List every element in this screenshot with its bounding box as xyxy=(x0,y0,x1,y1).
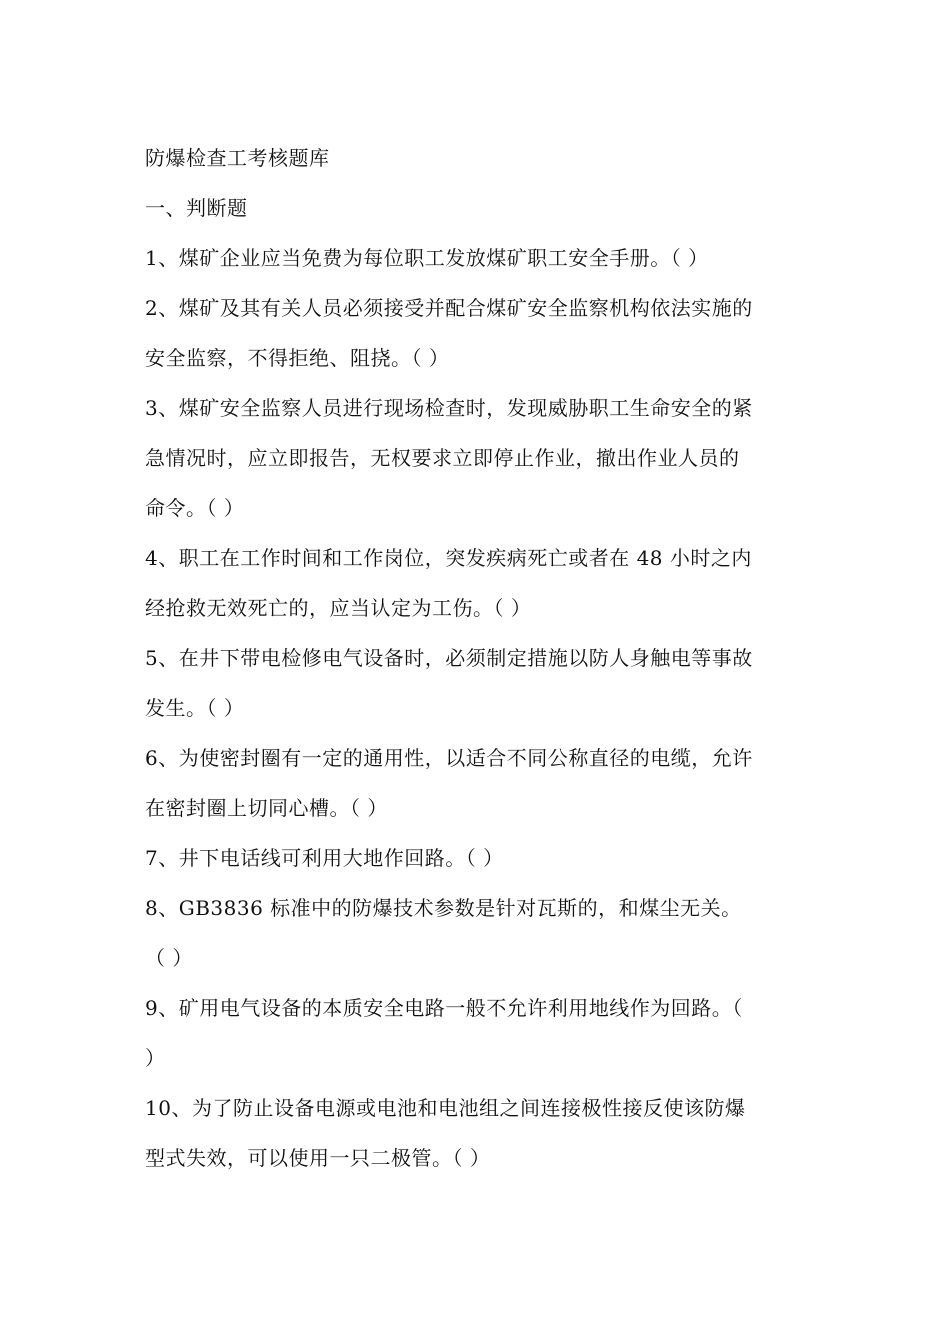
text-line: 2、煤矿及其有关人员必须接受并配合煤矿安全监察机构依法实施的 xyxy=(145,296,753,320)
text-line: 9、矿用电气设备的本质安全电路一般不允许利用地线作为回路。（ xyxy=(145,996,743,1020)
text-line: 7、井下电话线可利用大地作回路。（ ） xyxy=(145,846,504,870)
section-heading: 一、判断题 xyxy=(145,196,248,220)
text-line: （ ） xyxy=(145,946,193,970)
text-line: 急情况时，应立即报告，无权要求立即停止作业，撤出作业人员的 xyxy=(145,446,740,470)
text-line: 8、GB3836 标准中的防爆技术参数是针对瓦斯的，和煤尘无关。 xyxy=(145,896,742,920)
text-line: 在密封圈上切同心槽。（ ） xyxy=(145,796,388,820)
text-line: 经抢救无效死亡的，应当认定为工伤。（ ） xyxy=(145,596,532,620)
document-body xyxy=(145,133,810,1183)
text-line: 4、职工在工作时间和工作岗位，突发疾病死亡或者在 48 小时之内 xyxy=(145,546,752,570)
text-line: 安全监察，不得拒绝、阻挠。（ ） xyxy=(145,346,450,370)
document-title: 防爆检查工考核题库 xyxy=(145,146,330,170)
text-line: 命令。（ ） xyxy=(145,496,245,520)
text-line: 5、在井下带电检修电气设备时，必须制定措施以防人身触电等事故 xyxy=(145,646,753,670)
text-line: 10、为了防止设备电源或电池和电池组之间连接极性接反使该防爆 xyxy=(145,1096,746,1120)
text-line: 6、为使密封圈有一定的通用性，以适合不同公称直径的电缆，允许 xyxy=(145,746,753,770)
text-line: 发生。（ ） xyxy=(145,696,245,720)
text-line: ） xyxy=(145,1046,166,1070)
text-line: 1、煤矿企业应当免费为每位职工发放煤矿职工安全手册。（ ） xyxy=(145,246,709,270)
text-line: 3、煤矿安全监察人员进行现场检查时，发现威胁职工生命安全的紧 xyxy=(145,396,753,420)
text-line: 型式失效，可以使用一只二极管。（ ） xyxy=(145,1146,491,1170)
